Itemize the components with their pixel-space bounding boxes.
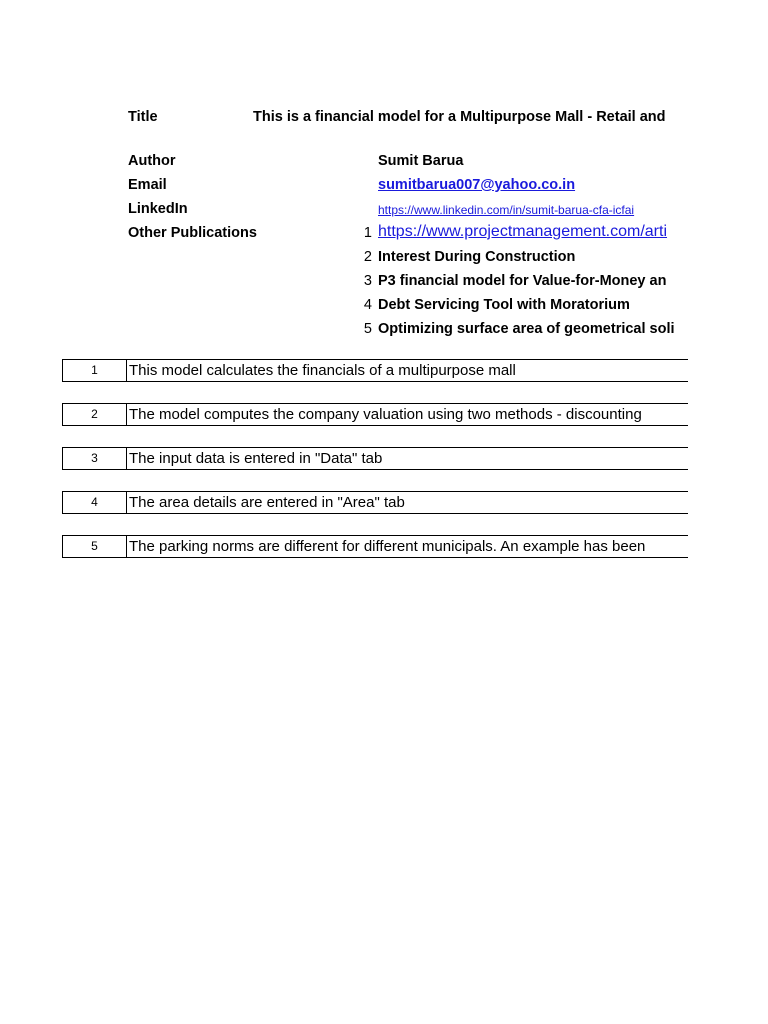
note-number: 2 <box>63 404 127 425</box>
note-number: 1 <box>63 360 127 381</box>
note-text: The model computes the company valuation using two methods - discounting <box>129 406 642 423</box>
publication-item: Optimizing surface area of geometrical soli <box>378 321 675 337</box>
title-label: Title <box>128 109 158 125</box>
publication-link[interactable]: https://www.projectmanagement.com/arti <box>378 223 668 240</box>
email-label: Email <box>128 177 167 193</box>
publication-number: 2 <box>363 249 372 265</box>
note-row <box>62 535 688 558</box>
publication-number: 1 <box>363 225 372 241</box>
note-number: 3 <box>63 448 127 469</box>
publication-number: 3 <box>363 273 372 289</box>
publication-number: 5 <box>363 321 372 337</box>
note-text: The area details are entered in "Area" tab <box>129 494 405 511</box>
linkedin-label: LinkedIn <box>128 201 188 217</box>
title-value: This is a financial model for a Multipurpose Mall - Retail and <box>253 109 666 125</box>
publication-number: 4 <box>363 297 372 313</box>
note-text: This model calculates the financials of a multipurpose mall <box>129 362 516 379</box>
note-text: The parking norms are different for different municipals. An example has been <box>129 538 646 555</box>
author-label: Author <box>128 153 176 169</box>
note-row <box>62 447 688 470</box>
note-number: 5 <box>63 536 127 557</box>
author-value: Sumit Barua <box>378 153 464 169</box>
linkedin-link[interactable]: https://www.linkedin.com/in/sumit-barua-cfa-icfai <box>378 203 635 217</box>
note-text: The input data is entered in "Data" tab <box>129 450 383 467</box>
note-row <box>62 359 688 382</box>
publication-item: Debt Servicing Tool with Moratorium <box>378 297 630 313</box>
publications-label: Other Publications <box>128 225 257 241</box>
note-number: 4 <box>63 492 127 513</box>
publication-item: Interest During Construction <box>378 249 576 265</box>
note-row <box>62 403 688 426</box>
note-row <box>62 491 688 514</box>
email-link[interactable]: sumitbarua007@yahoo.co.in <box>378 177 576 193</box>
publication-item: P3 financial model for Value-for-Money an <box>378 273 667 289</box>
